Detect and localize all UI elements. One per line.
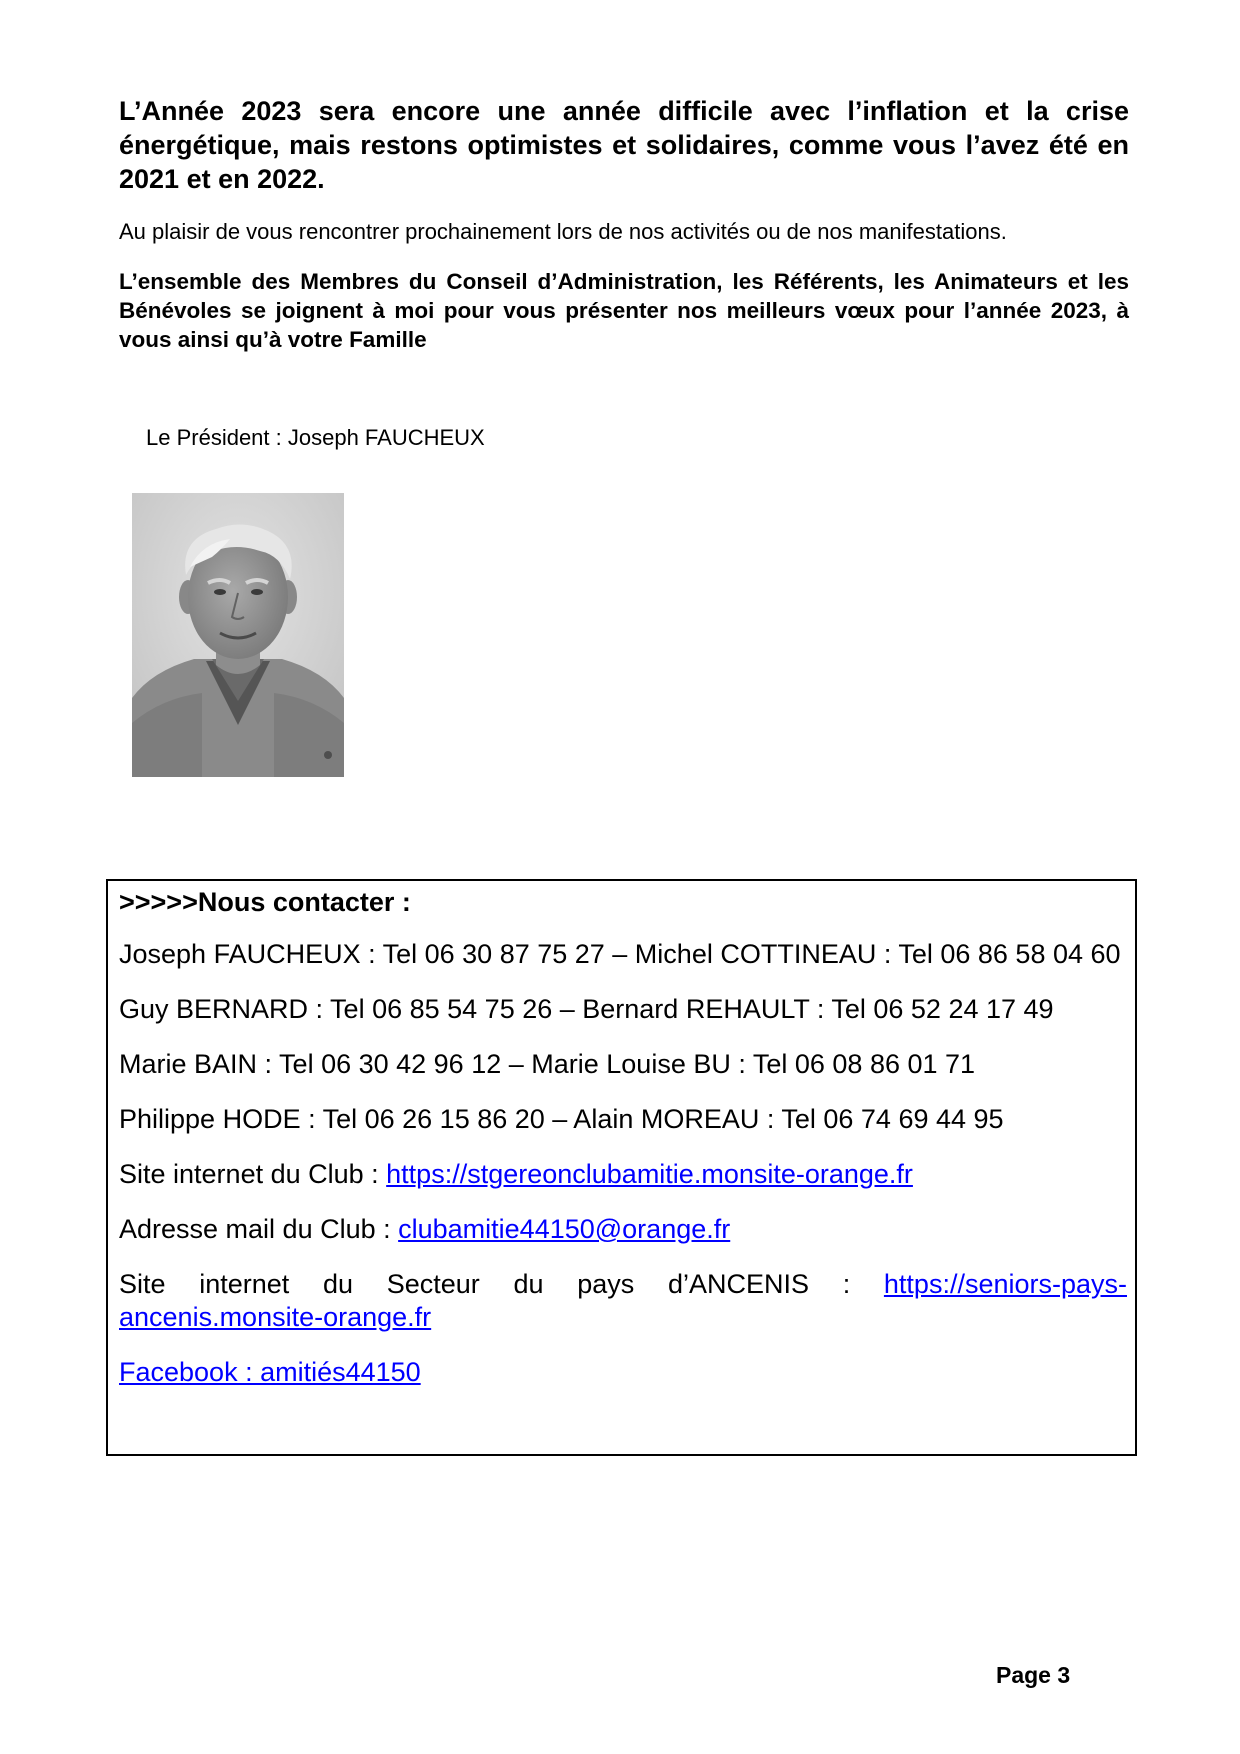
contact-phone-line: Philippe HODE : Tel 06 26 15 86 20 – Alain MOREAU : Tel 06 74 69 44 95 xyxy=(119,1104,1004,1134)
contact-phone-line: Marie BAIN : Tel 06 30 42 96 12 – Marie Louise BU : Tel 06 08 86 01 71 xyxy=(119,1049,976,1079)
contact-list xyxy=(119,938,1127,1411)
club-email-label: Adresse mail du Club : xyxy=(119,1214,399,1244)
facebook-link[interactable]: Facebook : amitiés44150 xyxy=(119,1357,421,1387)
club-email-line xyxy=(119,1213,1127,1246)
facebook-line xyxy=(119,1356,1127,1389)
intro-paragraph: L’Année 2023 sera encore une année difficile avec l’inflation et la crise énergétique, mais restons optimistes et solidaires, comme vous l’avez été en 2021 et en 2022. xyxy=(119,96,1129,194)
contact-phone-line: Joseph FAUCHEUX : Tel 06 30 87 75 27 – Michel COTTINEAU : Tel 06 86 58 04 60 xyxy=(119,939,1121,969)
contact-phone-line: Guy BERNARD : Tel 06 85 54 75 26 – Bernard REHAULT : Tel 06 52 24 17 49 xyxy=(119,994,1054,1024)
greeting-text: Au plaisir de vous rencontrer prochainement lors de nos activités ou de nos manifestations. xyxy=(119,219,1007,244)
club-email-link[interactable]: clubamitie44150@orange.fr xyxy=(398,1214,731,1244)
club-website-line xyxy=(119,1158,1127,1191)
club-website-label: Site internet du Club : xyxy=(119,1159,387,1189)
sector-website-label: Site internet du Secteur du pays d’ANCENIS : xyxy=(119,1269,884,1299)
portrait-photo xyxy=(132,493,344,777)
contact-box xyxy=(106,879,1137,1456)
wishes-paragraph: L’ensemble des Membres du Conseil d’Administration, les Référents, les Animateurs et les Bénévoles se joignent à moi pour vous présenter nos meilleurs vœux pour l’année 2023, à vous ainsi qu’à votre Famille xyxy=(119,269,1129,352)
president-signature: Le Président : Joseph FAUCHEUX xyxy=(146,425,485,450)
sector-website-link[interactable]: https://seniors-pays-ancenis.monsite-orange.fr xyxy=(119,1269,1127,1332)
sector-website-line xyxy=(119,1268,1127,1334)
contact-title: >>>>>Nous contacter : xyxy=(119,887,411,917)
club-website-link[interactable]: https://stgereonclubamitie.monsite-orange.fr xyxy=(386,1159,913,1189)
page-number: Page 3 xyxy=(996,1662,1071,1688)
